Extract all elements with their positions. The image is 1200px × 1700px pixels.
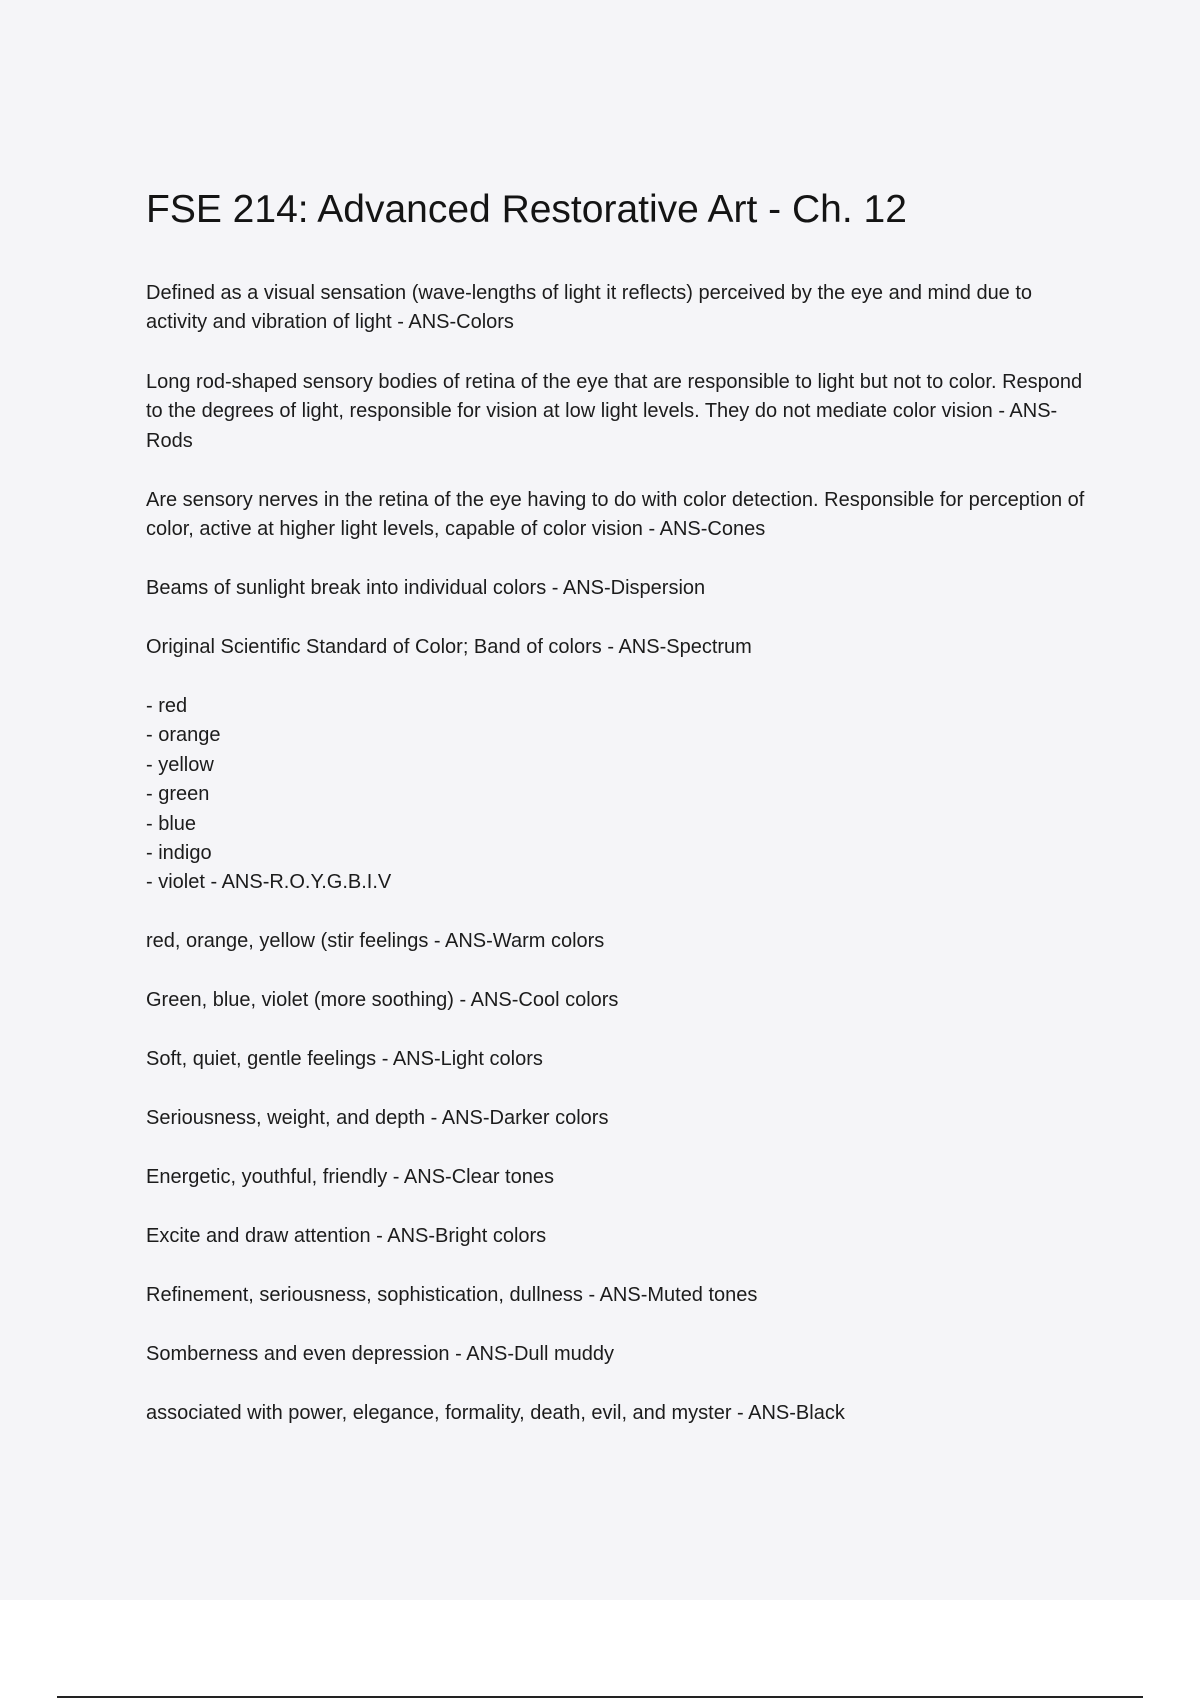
list-item: - green (146, 783, 210, 806)
list-item: - yellow (146, 753, 214, 776)
qa-entry-bright-colors: Excite and draw attention - ANS-Bright colors (146, 1225, 547, 1247)
color-list (146, 692, 1096, 898)
list-item: - indigo (146, 842, 212, 865)
qa-entry-black: associated with power, elegance, formality, death, evil, and myster - ANS-Black (146, 1402, 845, 1424)
qa-entry-muted-tones: Refinement, seriousness, sophistication, dullness - ANS-Muted tones (146, 1284, 758, 1306)
qa-entry-darker-colors: Seriousness, weight, and depth - ANS-Darker colors (146, 1107, 609, 1129)
qa-entry-light-colors: Soft, quiet, gentle feelings - ANS-Light colors (146, 1048, 543, 1070)
qa-entry-colors: Defined as a visual sensation (wave-lengths of light it reflects) perceived by the eye and mind due to activity and vibration of light - ANS-Colors (146, 282, 1033, 334)
qa-entry-dull-muddy: Somberness and even depression - ANS-Dull muddy (146, 1343, 615, 1365)
list-item: - red (146, 695, 188, 717)
list-item: - blue (146, 812, 197, 835)
qa-entry-dispersion: Beams of sunlight break into individual colors - ANS-Dispersion (146, 577, 706, 599)
qa-entry-cool-colors: Green, blue, violet (more soothing) - ANS-Cool colors (146, 989, 619, 1011)
footer-divider (57, 1696, 1143, 1698)
document-title: FSE 214: Advanced Restorative Art - Ch. 12 (146, 188, 907, 231)
list-item: - violet - ANS-R.O.Y.G.B.I.V (146, 871, 392, 894)
qa-entry-warm-colors: red, orange, yellow (stir feelings - ANS-Warm colors (146, 930, 605, 952)
list-item: - orange (146, 724, 221, 747)
qa-entry-rods: Long rod-shaped sensory bodies of retina of the eye that are responsible to light but not to color. Respond to the degrees of light, responsible for vision at low light levels. They do not mediate color vision - ANS-Rods (146, 371, 1083, 452)
qa-entry-clear-tones: Energetic, youthful, friendly - ANS-Clear tones (146, 1166, 554, 1188)
qa-entry-spectrum: Original Scientific Standard of Color; Band of colors - ANS-Spectrum (146, 636, 752, 658)
qa-entry-cones: Are sensory nerves in the retina of the eye having to do with color detection. Responsible for perception of color, active at higher light levels, capable of color vision - ANS-Cones (146, 489, 1085, 541)
